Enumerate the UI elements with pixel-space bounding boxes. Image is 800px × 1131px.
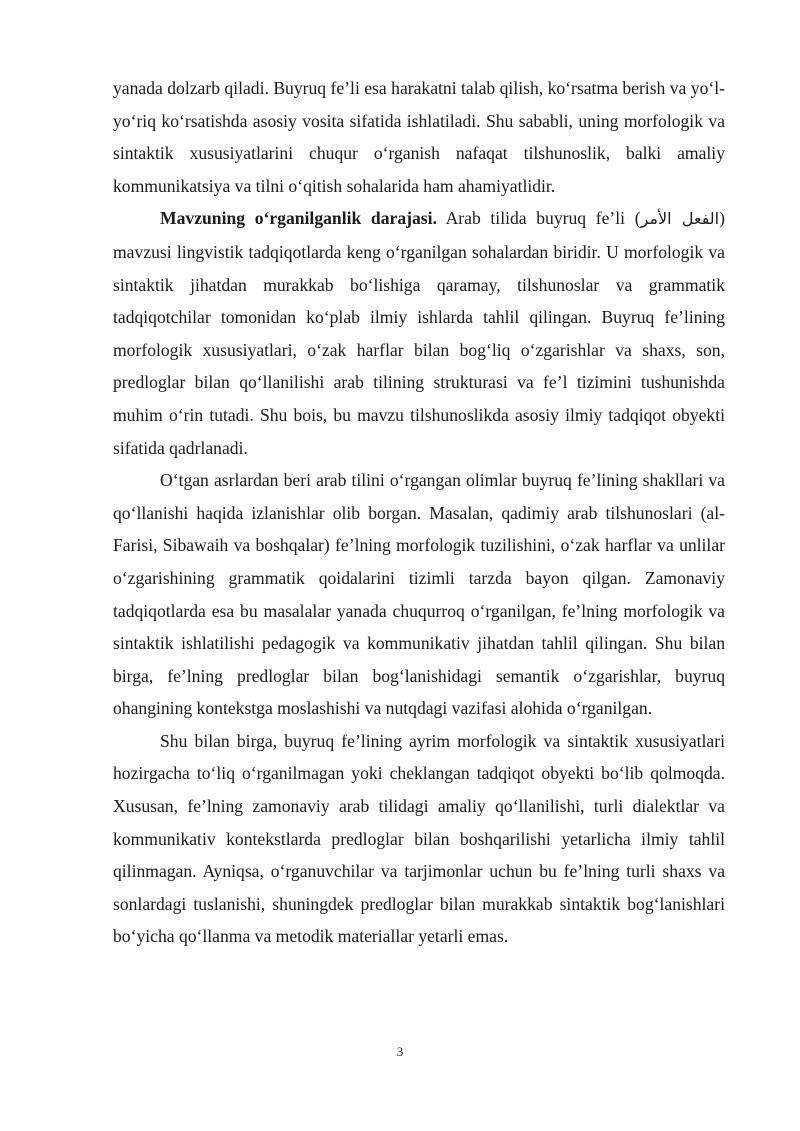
arabic-term: الفعل الأمر xyxy=(640,209,720,229)
document-page xyxy=(113,72,725,953)
page-number: 3 xyxy=(396,1044,404,1059)
paragraph-study-level xyxy=(113,202,725,464)
paragraph-text: Arab tilida buyruq fe’li ( xyxy=(436,208,641,229)
paragraph-continuation: yanada dolzarb qiladi. Buyruq fe’li esa harakatni talab qilish, ko‘rsatma berish va yo‘l-yo‘riq ko‘rsatishda asosiy vosita sifatida ishlatiladi. Shu sababli, uning morfologik va sintaktik xususiyatlarini chuqur o‘rganish nafaqat tilshunoslik, balki amaliy kommunikatsiya va tilni o‘qitish sohalarida ham ahamiyatlidir. xyxy=(113,78,725,196)
paragraph-gaps: Shu bilan birga, buyruq fe’lining ayrim morfologik va sintaktik xususiyatlari hozirgacha to‘liq o‘rganilmagan yoki cheklangan tadqiqot obyekti bo‘lib qolmoqda. Xususan, fe’lning zamonaviy arab tilidagi amaliy qo‘llanilishi, turli dialektlar va kommunikativ kontekstlarda predloglar bilan boshqarilishi yetarlicha ilmiy tahlil qilinmagan. Ayniqsa, o‘rganuvchilar va tarjimonlar uchun bu fe’lning turli shaxs va sonlardagi tuslanishi, shuningdek predloglar bilan murakkab sintaktik bog‘lanishlari bo‘yicha qo‘llanma va metodik materiallar yetarli emas. xyxy=(113,730,725,947)
paragraph-text: ) mavzusi lingvistik tadqiqotlarda keng o‘rganilgan sohalardan biridir. U morfologik va sintaktik jihatdan murakkab bo‘lishiga qaramay, tilshunoslar va grammatik tadqiqotchilar tomonidan ko‘plab ilmiy ishlarda tahlil qilingan. Buyruq fe’lining morfologik xususiyatlari, o‘zak harflar bilan bog‘liq o‘zgarishlar va shaxs, son, predloglar bilan qo‘llanilishi arab tilining strukturasi va fe’l tizimini tushunishda muhim o‘rin tutadi. Shu bois, bu mavzu tilshunoslikda asosiy ilmiy tadqiqot obyekti sifatida qadrlanadi. xyxy=(113,208,725,458)
paragraph-history: O‘tgan asrlardan beri arab tilini o‘rgangan olimlar buyruq fe’lining shakllari va qo‘llanishi haqida izlanishlar olib borgan. Masalan, qadimiy arab tilshunoslari (al-Farisi, Sibawaih va boshqalar) fe’lning morfologik tuzilishini, o‘zak harflar va unlilar o‘zgarishining grammatik qoidalarini tizimli tarzda bayon qilgan. Zamonaviy tadqiqotlarda esa bu masalalar yanada chuqurroq o‘rganilgan, fe’lning morfologik va sintaktik ishlatilishi pedagogik va kommunikativ jihatdan tahlil qilingan. Shu bilan birga, fe’lning predloglar bilan bog‘lanishidagi semantik o‘zgarishlar, buyruq ohangining kontekstga moslashishi va nutqdagi vazifasi alohida o‘rganilgan. xyxy=(113,470,725,719)
section-heading: Mavzuning o‘rganilganlik darajasi. xyxy=(160,208,437,229)
